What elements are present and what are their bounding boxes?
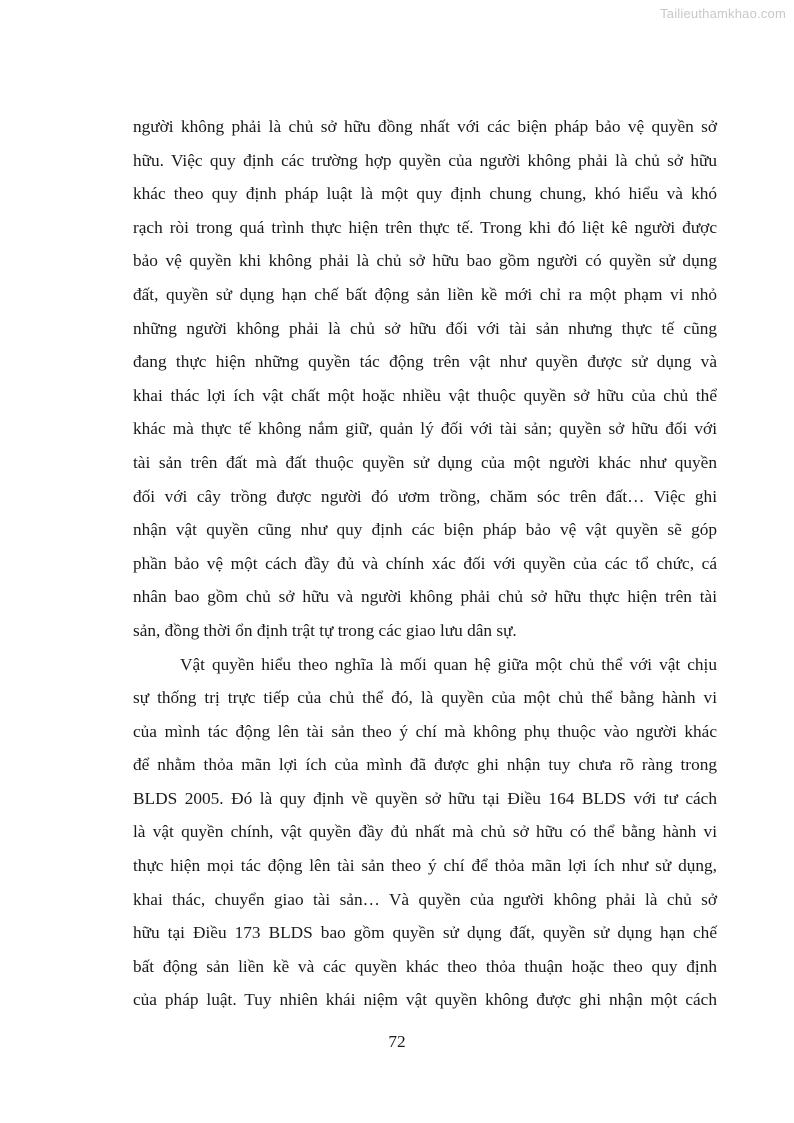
text-line: bất động sản liền kề và các quyền khác theo thỏa thuận hoặc theo quy định [133, 956, 717, 976]
page-body [133, 110, 717, 1017]
text-line: những người không phải là chủ sở hữu đối với tài sản nhưng thực tế cũng [133, 318, 717, 338]
text-line: phần bảo vệ một cách đầy đủ và chính xác đối với quyền của các tổ chức, cá [133, 553, 717, 573]
text-line: sản, đồng thời ổn định trật tự trong các giao lưu dân sự. [133, 620, 517, 640]
text-line: sự thống trị trực tiếp của chủ thể đó, là quyền của một chủ thể bằng hành vi [133, 688, 717, 708]
text-line: hữu tại Điều 173 BLDS bao gồm quyền sử dụng đất, quyền sử dụng hạn chế [133, 923, 717, 943]
text-line: đất, quyền sử dụng hạn chế bất động sản liền kề mới chỉ ra một phạm vi nhỏ [133, 284, 717, 304]
text-line: để nhằm thỏa mãn lợi ích của mình đã được ghi nhận tuy chưa rõ ràng trong [133, 755, 717, 775]
text-line: nhận vật quyền cũng như quy định các biện pháp bảo vệ vật quyền sẽ góp [133, 520, 717, 540]
text-line: thực hiện mọi tác động lên tài sản theo ý chí để thỏa mãn lợi ích như sử dụng, [133, 856, 717, 876]
text-line: người không phải là chủ sở hữu đồng nhất với các biện pháp bảo vệ quyền sở [133, 117, 717, 136]
text-line: khai thác, chuyển giao tài sản… Và quyền của người không phải là chủ sở [133, 889, 717, 909]
text-line: của mình tác động lên tài sản theo ý chí mà không phụ thuộc vào người khác [133, 721, 717, 741]
text-line: đối với cây trồng được người đó ươm trồng, chăm sóc trên đất… Việc ghi [133, 486, 717, 506]
text-line: Vật quyền hiểu theo nghĩa là mối quan hệ giữa một chủ thể với vật chịu [180, 654, 717, 674]
paragraph-1 [133, 110, 717, 648]
text-line: khác theo quy định pháp luật là một quy định chung chung, khó hiểu và khó [133, 184, 717, 204]
paragraph-2 [133, 648, 717, 1018]
text-line: khác mà thực tế không nắm giữ, quản lý đối với tài sản; quyền sở hữu đối với [133, 419, 717, 439]
page-number: 72 [388, 1032, 406, 1051]
text-line: khai thác lợi ích vật chất một hoặc nhiều vật thuộc quyền sở hữu của chủ thể [133, 385, 717, 405]
text-line: của pháp luật. Tuy nhiên khái niệm vật quyền không được ghi nhận một cách [133, 990, 717, 1010]
text-line: đang thực hiện những quyền tác động trên vật như quyền được sử dụng và [133, 352, 717, 372]
text-line: bảo vệ quyền khi không phải là chủ sở hữu bao gồm người có quyền sử dụng [133, 251, 717, 271]
site-watermark: Tailieuthamkhao.com [660, 6, 786, 21]
text-line: là vật quyền chính, vật quyền đầy đủ nhất mà chủ sở hữu có thể bằng hành vi [133, 822, 717, 842]
text-line: tài sản trên đất mà đất thuộc quyền sử dụng của một người khác như quyền [133, 452, 717, 472]
text-line: hữu. Việc quy định các trường hợp quyền của người không phải là chủ sở hữu [133, 150, 717, 170]
text-line: rạch ròi trong quá trình thực hiện trên thực tế. Trong khi đó liệt kê người được [133, 217, 717, 237]
text-line: nhân bao gồm chủ sở hữu và người không phải chủ sở hữu thực hiện trên tài [133, 587, 717, 607]
text-line: BLDS 2005. Đó là quy định về quyền sở hữu tại Điều 164 BLDS với tư cách [133, 788, 717, 808]
